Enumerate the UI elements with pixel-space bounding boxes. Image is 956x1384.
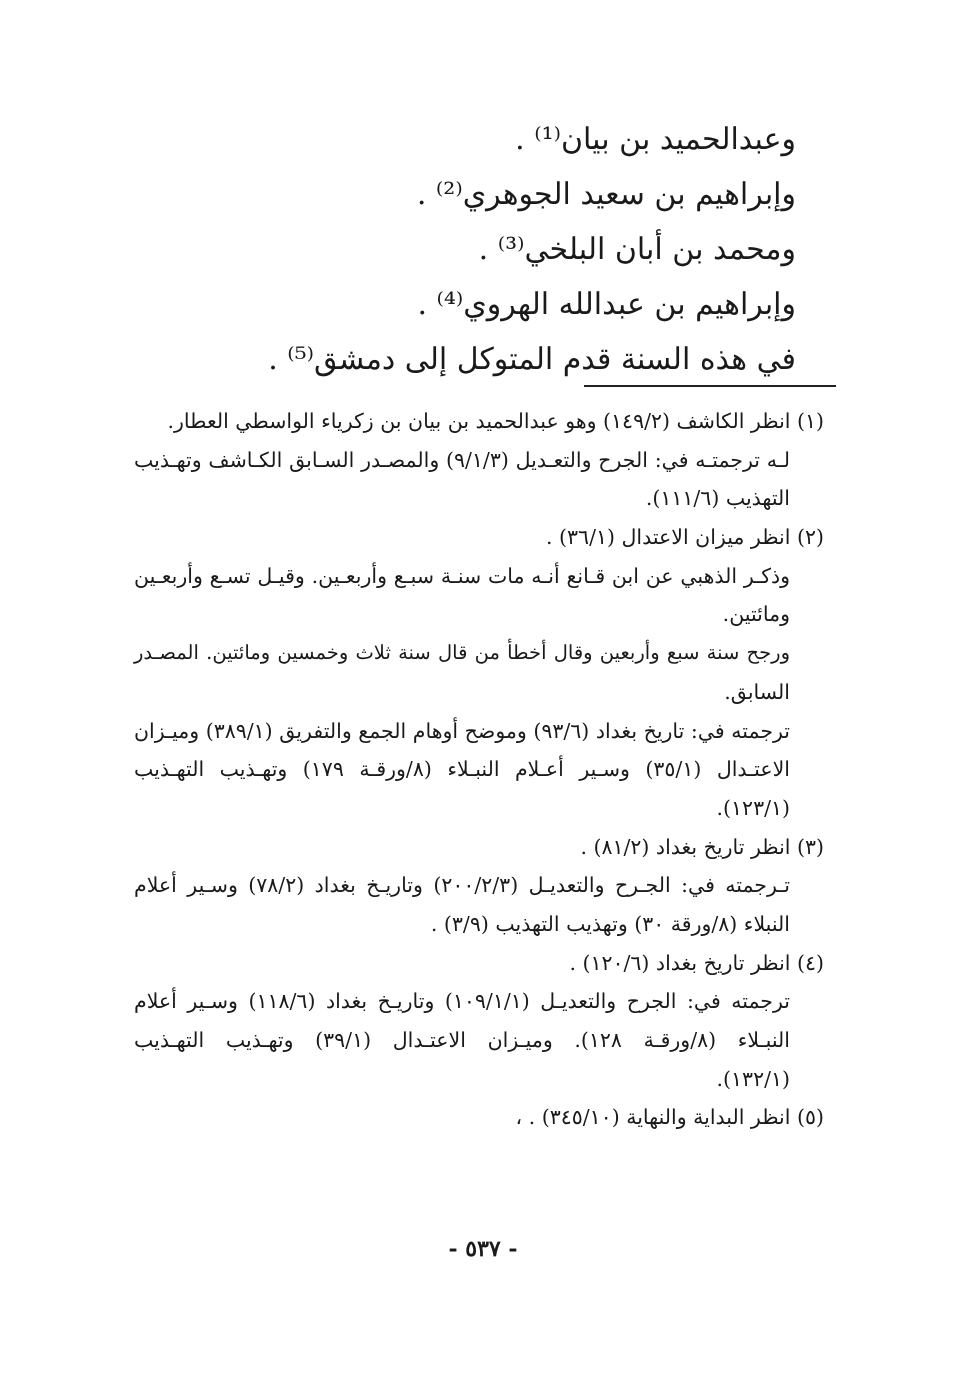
footnote-line: النبلاء (٨/ورقة ٣٠) وتهذيب التهذيب (٣/٩) . bbox=[430, 911, 790, 936]
footnote-line: النبـلاء (٨/ورقـة ١٢٨). وميـزان الاعتـدال (٣٩/١) وتهـذيب التهـذيب bbox=[134, 1028, 790, 1052]
footnote-line: ومائتين. bbox=[722, 602, 790, 627]
footnote-line: ترجمته في: الجرح والتعديـل (١٠٩/١/١) وتاريـخ بغداد (١١٨/٦) وسـير أعلام bbox=[134, 989, 790, 1014]
footnote-line: تـرجمته في: الجـرح والتعديـل (٢٠٠/٢/٣) وتاريـخ بغداد (٧٨/٢) وسـير أعلام bbox=[134, 873, 791, 898]
footnote-line: لـه ترجمتـه في: الجرح والتعـديل (٩/١/٣) والمصـدر السـابق الكـاشف وتهـذيب bbox=[134, 447, 790, 472]
main-line: في هذه السنة قدم المتوكل إلى دمشق⁽⁵⁾ . bbox=[268, 342, 796, 377]
footnote-line: (١٢٣/١). bbox=[716, 795, 790, 820]
footnotes bbox=[134, 402, 824, 1137]
footnote-line: وذكـر الذهبي عن ابن قـانع أنـه مات سنـة سبـع وأربعـين. وقيـل تسـع وأربعـين bbox=[134, 563, 790, 588]
page-number: - ٥٣٧ - bbox=[448, 1236, 518, 1262]
main-line: وإبراهيم بن عبدالله الهروي⁽⁴⁾ . bbox=[417, 287, 796, 322]
footnote-line: ورجح سنة سبع وأربعين وقال أخطأ من قال سنة ثلاث وخمسين ومائتين. المصـدر bbox=[134, 641, 790, 665]
footnote-line: التهذيب (١١١/٦). bbox=[645, 486, 790, 511]
footnote-4: (٤) انظر تاريخ بغداد (١٢٠/٦) . bbox=[569, 950, 824, 975]
footnote-divider bbox=[584, 385, 836, 387]
main-line: وإبراهيم بن سعيد الجوهري⁽²⁾ . bbox=[416, 177, 796, 212]
footnote-line: (١٣٢/١). bbox=[716, 1066, 790, 1091]
main-line: ومحمد بن أبان البلخي⁽³⁾ . bbox=[478, 232, 796, 267]
footnote-2: (٢) انظر ميزان الاعتدال (٣٦/١) . bbox=[546, 525, 824, 550]
main-text bbox=[176, 112, 796, 387]
footnote-line: ترجمته في: تاريخ بغداد (٩٣/٦) وموضح أوهام الجمع والتفريق (٣٨٩/١) وميـزان bbox=[134, 718, 791, 743]
footnote-3: (٣) انظر تاريخ بغداد (٨١/٢) . bbox=[580, 834, 824, 859]
footnote-line: السابق. bbox=[724, 679, 790, 704]
main-line: وعبدالحميد بن بيان⁽¹⁾ . bbox=[515, 122, 796, 157]
footnote-line: الاعتـدال (٣٥/١) وسـير أعـلام النبـلاء (٨/ورقـة ١٧٩) وتهـذيب التهـذيب bbox=[134, 757, 790, 782]
footnote-1: (١) انظر الكاشف (١٤٩/٢) وهو عبدالحميد بن بيان بن زكرياء الواسطي العطار. bbox=[167, 409, 824, 433]
footnote-5: (٥) انظر البداية والنهاية (٣٤٥/١٠) . ، bbox=[515, 1105, 824, 1130]
